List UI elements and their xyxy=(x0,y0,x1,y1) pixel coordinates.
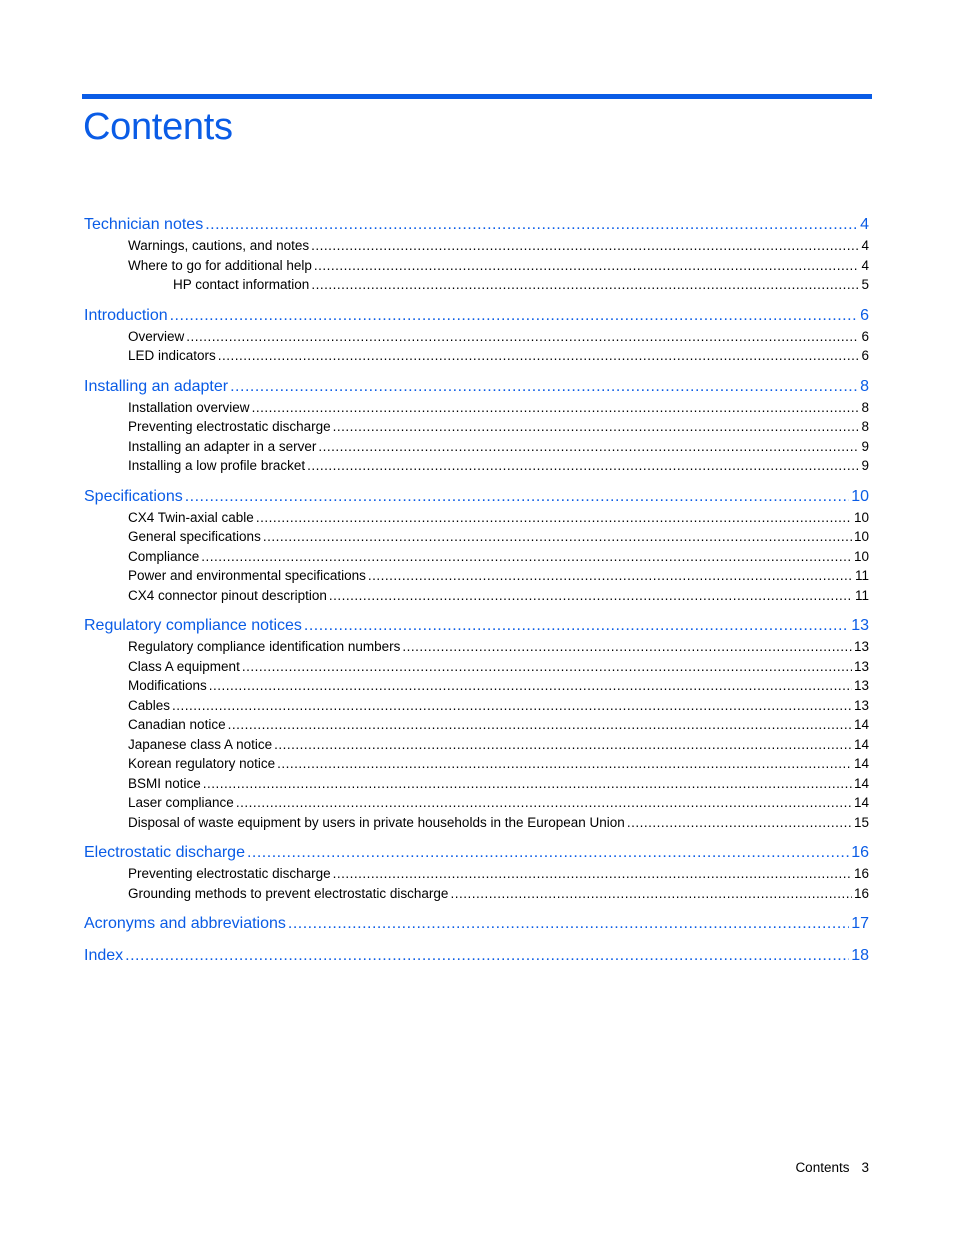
toc-dot-leader xyxy=(304,615,849,637)
toc-dot-leader xyxy=(201,547,852,567)
toc-entry-label: Regulatory compliance notices xyxy=(84,617,302,634)
toc-dot-leader xyxy=(402,637,852,657)
toc-entry-page-number: 10 xyxy=(853,509,869,525)
toc-entry-page-number: 10 xyxy=(853,529,869,544)
toc-dot-leader xyxy=(450,884,852,904)
toc-dot-leader xyxy=(230,376,858,398)
toc-dot-leader xyxy=(627,813,852,833)
toc-entry-label: Introduction xyxy=(84,306,168,324)
toc-subsection-link[interactable] xyxy=(84,676,869,696)
toc-chapter-link[interactable] xyxy=(84,376,869,398)
toc-entry-label: Installing a low profile bracket xyxy=(128,458,306,473)
toc-entry-page-number: 18 xyxy=(851,947,869,964)
toc-subsection-link[interactable] xyxy=(84,508,869,528)
toc-subsection-link[interactable] xyxy=(84,735,869,755)
toc-entry-page-number: 14 xyxy=(853,736,869,752)
toc-entry-page-number: 16 xyxy=(853,885,869,901)
toc-section xyxy=(84,615,869,832)
toc-entry-label: HP contact information xyxy=(173,277,310,292)
toc-entry-page-number: 8 xyxy=(860,377,869,395)
toc-entry-label: LED indicators xyxy=(128,348,216,363)
toc-entry-page-number: 8 xyxy=(861,419,869,434)
toc-dot-leader xyxy=(236,793,852,813)
toc-entry-page-number: 8 xyxy=(861,399,869,415)
toc-chapter-link[interactable] xyxy=(84,214,869,236)
toc-entry-page-number: 10 xyxy=(853,548,869,564)
header-rule xyxy=(82,94,872,99)
toc-dot-leader xyxy=(311,236,859,256)
toc-dot-leader xyxy=(333,864,852,884)
toc-subsection-link[interactable] xyxy=(84,566,869,586)
toc-subsection-link[interactable] xyxy=(84,715,869,735)
toc-entry-label: Korean regulatory notice xyxy=(128,756,276,771)
toc-entry-page-number: 14 xyxy=(853,775,869,791)
toc-dot-leader xyxy=(125,945,849,967)
toc-subsection-link[interactable] xyxy=(84,275,869,295)
toc-subsection-link[interactable] xyxy=(84,696,869,716)
toc-entry-label: Technician notes xyxy=(84,216,204,233)
toc-entry-label: Acronyms and abbreviations xyxy=(84,915,286,932)
toc-entry-label: Compliance xyxy=(128,548,200,564)
toc-dot-leader xyxy=(329,586,853,606)
page-footer xyxy=(795,1158,869,1178)
toc-entry-label: CX4 Twin-axial cable xyxy=(128,509,254,525)
toc-entry-label: Regulatory compliance identification numbers xyxy=(128,639,401,654)
toc-entry-page-number: 6 xyxy=(861,348,869,363)
toc-entry-page-number: 13 xyxy=(853,639,869,654)
toc-subsection-link[interactable] xyxy=(84,657,869,677)
toc-dot-leader xyxy=(263,527,852,547)
toc-dot-leader xyxy=(252,398,860,418)
toc-subsection-link[interactable] xyxy=(84,586,869,606)
toc-dot-leader xyxy=(203,774,852,794)
toc-entry-label: Installing an adapter xyxy=(84,377,229,395)
toc-entry-page-number: 14 xyxy=(853,717,869,732)
toc-dot-leader xyxy=(185,486,849,508)
toc-chapter-link[interactable] xyxy=(84,486,869,508)
toc-entry-label: Installing an adapter in a server xyxy=(128,438,317,454)
toc-subsection-link[interactable] xyxy=(84,437,869,457)
toc-entry-label: Power and environmental specifications xyxy=(128,568,366,583)
toc-entry-page-number: 16 xyxy=(851,844,869,861)
toc-entry-page-number: 16 xyxy=(853,866,869,881)
toc-dot-leader xyxy=(228,715,852,735)
toc-dot-leader xyxy=(274,735,852,755)
toc-entry-label: Modifications xyxy=(128,678,207,693)
toc-subsection-link[interactable] xyxy=(84,637,869,657)
toc-dot-leader xyxy=(307,456,859,476)
toc-dot-leader xyxy=(170,305,858,327)
toc-dot-leader xyxy=(318,437,859,457)
toc-dot-leader xyxy=(205,214,858,236)
toc-entry-label: Index xyxy=(84,947,124,964)
toc-entry-page-number: 6 xyxy=(860,306,869,324)
toc-section xyxy=(84,842,869,903)
toc-entry-page-number: 11 xyxy=(854,587,869,603)
toc-entry-page-number: 4 xyxy=(860,216,869,233)
toc-dot-leader xyxy=(311,275,859,295)
toc-subsection-link[interactable] xyxy=(84,456,869,476)
toc-subsection-link[interactable] xyxy=(84,774,869,794)
toc-chapter-link[interactable] xyxy=(84,305,869,327)
toc-dot-leader xyxy=(256,508,852,528)
toc-entry-page-number: 13 xyxy=(853,678,869,693)
toc-entry-label: General specifications xyxy=(128,529,261,544)
toc-section xyxy=(84,913,869,935)
toc-entry-page-number: 4 xyxy=(861,238,869,253)
toc-entry-page-number: 11 xyxy=(854,568,869,583)
toc-dot-leader xyxy=(242,657,852,677)
toc-subsection-link[interactable] xyxy=(84,793,869,813)
toc-entry-label: Disposal of waste equipment by users in private households in the European Union xyxy=(128,814,625,830)
toc-dot-leader xyxy=(314,256,860,276)
toc-dot-leader xyxy=(247,842,849,864)
footer-label: Contents xyxy=(795,1160,850,1175)
toc-section xyxy=(84,305,869,366)
toc-entry-page-number: 5 xyxy=(861,277,869,292)
toc-subsection-link[interactable] xyxy=(84,398,869,418)
toc-dot-leader xyxy=(218,346,860,366)
toc-section xyxy=(84,214,869,295)
toc-subsection-link[interactable] xyxy=(84,527,869,547)
toc-entry-label: Laser compliance xyxy=(128,795,234,810)
toc-dot-leader xyxy=(288,913,849,935)
toc-entry-label: Japanese class A notice xyxy=(128,736,273,752)
toc-section xyxy=(84,486,869,606)
toc-entry-label: Overview xyxy=(128,328,185,344)
toc-entry-page-number: 15 xyxy=(853,814,869,830)
toc-subsection-link[interactable] xyxy=(84,417,869,437)
toc-entry-page-number: 9 xyxy=(861,458,869,473)
toc-entry-label: BSMI notice xyxy=(128,775,201,791)
toc-entry-page-number: 14 xyxy=(853,795,869,810)
toc-entry-label: Specifications xyxy=(84,487,183,505)
toc-subsection-link[interactable] xyxy=(84,346,869,366)
toc-entry-label: Grounding methods to prevent electrostatic discharge xyxy=(128,885,449,901)
toc-entry-page-number: 13 xyxy=(851,617,869,634)
toc-section xyxy=(84,376,869,476)
toc-entry-page-number: 14 xyxy=(853,756,869,771)
toc-entry-label: Preventing electrostatic discharge xyxy=(128,419,331,434)
toc-dot-leader xyxy=(186,327,859,347)
toc-subsection-link[interactable] xyxy=(84,256,869,276)
toc-subsection-link[interactable] xyxy=(84,864,869,884)
toc-entry-label: Installation overview xyxy=(128,399,250,415)
toc-chapter-link[interactable] xyxy=(84,945,869,967)
toc-entry-label: Preventing electrostatic discharge xyxy=(128,866,331,881)
toc-chapter-link[interactable] xyxy=(84,842,869,864)
toc-chapter-link[interactable] xyxy=(84,615,869,637)
toc-entry-page-number: 4 xyxy=(861,257,869,273)
toc-dot-leader xyxy=(209,676,852,696)
toc-subsection-link[interactable] xyxy=(84,547,869,567)
toc-subsection-link[interactable] xyxy=(84,813,869,833)
toc-entry-page-number: 6 xyxy=(861,328,869,344)
page-title: Contents xyxy=(83,106,233,148)
toc-subsection-link[interactable] xyxy=(84,327,869,347)
toc-chapter-link[interactable] xyxy=(84,913,869,935)
toc-entry-label: Warnings, cautions, and notes xyxy=(128,238,310,253)
toc-entry-page-number: 17 xyxy=(851,915,869,932)
table-of-contents xyxy=(84,214,869,977)
toc-entry-page-number: 13 xyxy=(853,697,869,713)
toc-subsection-link[interactable] xyxy=(84,236,869,256)
toc-dot-leader xyxy=(277,754,852,774)
footer-page-number: 3 xyxy=(861,1160,869,1175)
toc-entry-label: Canadian notice xyxy=(128,717,226,732)
toc-subsection-link[interactable] xyxy=(84,884,869,904)
toc-section xyxy=(84,945,869,967)
toc-dot-leader xyxy=(172,696,852,716)
toc-entry-label: Class A equipment xyxy=(128,658,240,674)
toc-dot-leader xyxy=(368,566,853,586)
toc-entry-page-number: 10 xyxy=(851,487,869,505)
toc-entry-label: Cables xyxy=(128,697,171,713)
toc-entry-label: Electrostatic discharge xyxy=(84,844,245,861)
toc-subsection-link[interactable] xyxy=(84,754,869,774)
toc-entry-label: CX4 connector pinout description xyxy=(128,587,327,603)
toc-entry-label: Where to go for additional help xyxy=(128,257,312,273)
toc-entry-page-number: 13 xyxy=(853,658,869,674)
toc-dot-leader xyxy=(333,417,860,437)
toc-entry-page-number: 9 xyxy=(861,438,869,454)
